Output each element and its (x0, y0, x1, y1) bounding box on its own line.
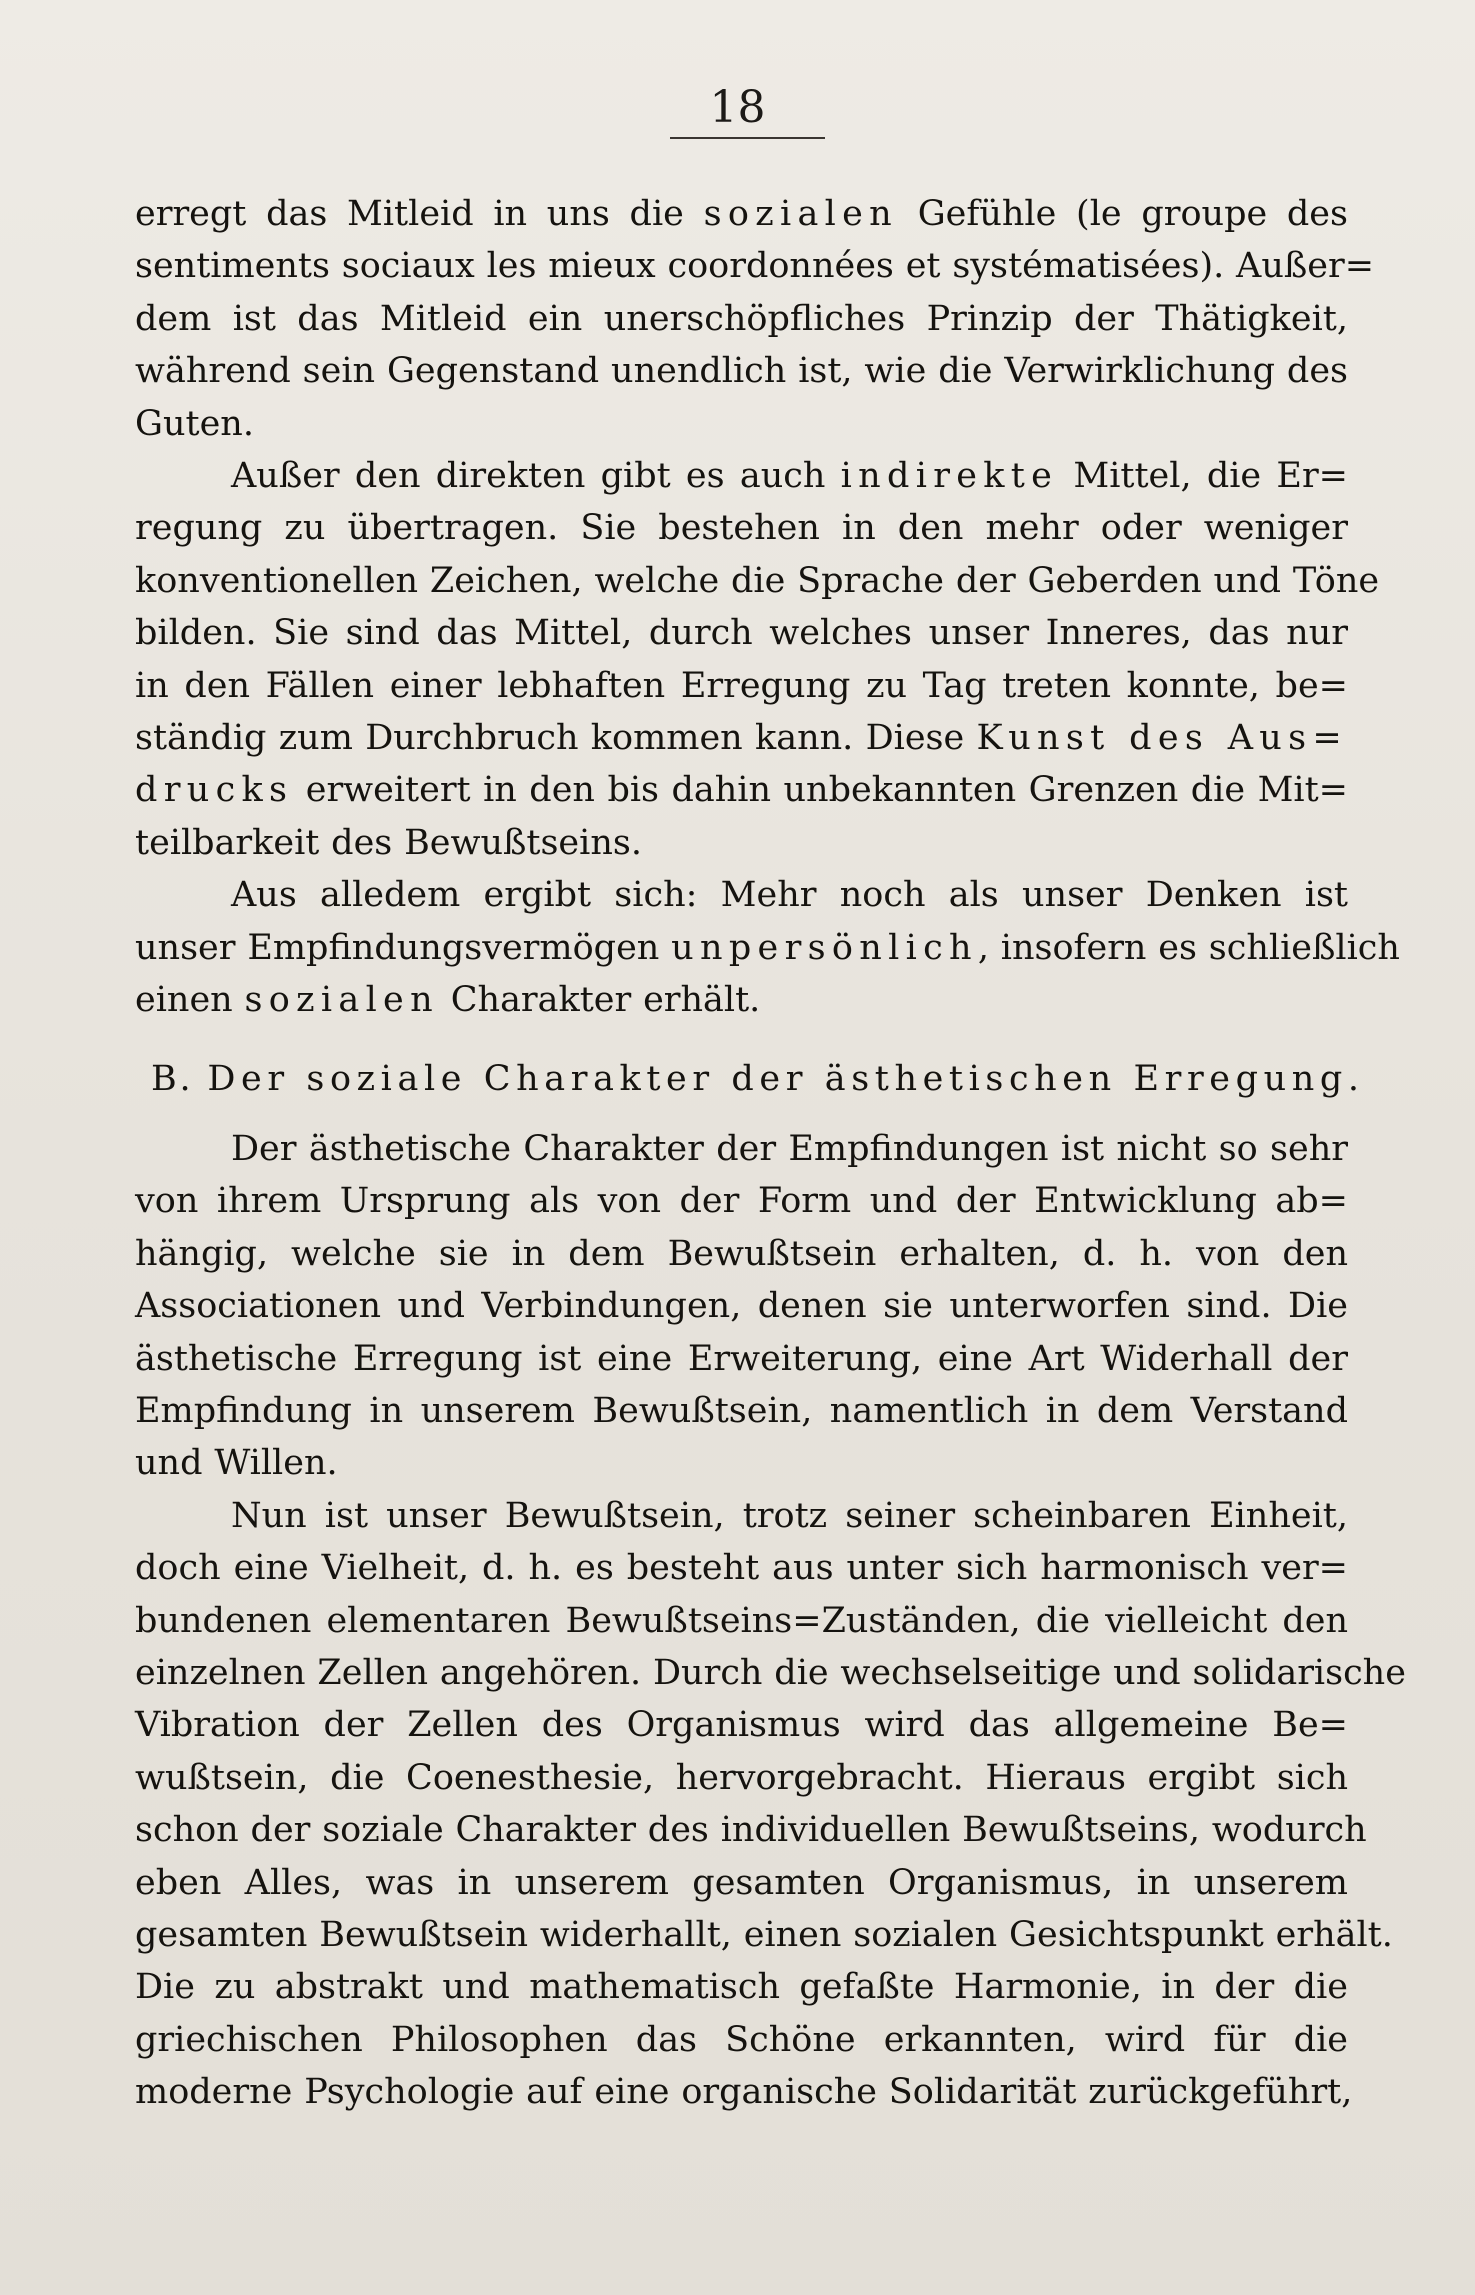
text-line: bundenen elementaren Bewußtseins=Zuständen, die vielleicht den (135, 1600, 1348, 1641)
text-line: moderne Psychologie auf eine organische Solidarität zurückgeführt, (135, 2072, 1353, 2113)
text-line: erregt das Mitleid in uns die sozialen Gefühle (le groupe des (135, 194, 1348, 234)
text-line: drucks erweitert in den bis dahin unbekannten Grenzen die Mit= (135, 770, 1348, 811)
text-line: hängig, welche sie in dem Bewußtsein erhalten, d. h. von den (135, 1233, 1348, 1274)
text-line: Die zu abstrakt und mathematisch gefaßte Harmonie, in der die (135, 1967, 1348, 2008)
emphasis: Kunst des Aus= (976, 718, 1348, 759)
text-line: ständig zum Durchbruch kommen kann. Diese Kunst des Aus= (135, 718, 1348, 759)
section-label: B. (151, 1058, 208, 1099)
text-line: Empfindung in unserem Bewußtsein, namentlich in dem Verstand (135, 1390, 1348, 1431)
text-line: einen sozialen Charakter erhält. (135, 980, 761, 1021)
emphasis: sozialen (244, 980, 439, 1021)
section-title: Der soziale Charakter der ästhetischen Erregung. (207, 1058, 1365, 1099)
text-line: einzelnen Zellen angehören. Durch die wechselseitige und solidarische (135, 1652, 1406, 1693)
text-line: gesamten Bewußtsein widerhallt, einen sozialen Gesichtspunkt erhält. (135, 1915, 1393, 1955)
text-line: und Willen. (135, 1443, 338, 1484)
paragraph-3 (135, 869, 1400, 1026)
text-line: Vibration der Zellen des Organismus wird das allgemeine Be= (135, 1705, 1348, 1746)
text-line: von ihrem Ursprung als von der Form und der Entwicklung ab= (135, 1181, 1348, 1222)
text-line: griechischen Philosophen das Schöne erkannten, wird für die (135, 2019, 1348, 2060)
text-line: sentiments sociaux les mieux coordonnées et systématisées). Außer= (135, 246, 1375, 287)
page-number: 18 (709, 82, 766, 133)
text-line: regung zu übertragen. Sie bestehen in den mehr oder weniger (135, 508, 1348, 549)
paragraph-5 (135, 1490, 1406, 2119)
text-line: Außer den direkten gibt es auch indirekte Mittel, die Er= (231, 456, 1348, 497)
text-line: dem ist das Mitleid ein unerschöpfliches Prinzip der Thätigkeit, (135, 298, 1348, 339)
text-line: in den Fällen einer lebhaften Erregung zu Tag treten konnte, be= (135, 665, 1348, 706)
text-line: schon der soziale Charakter des individuellen Bewußtseins, wodurch (135, 1810, 1367, 1851)
text-line: während sein Gegenstand unendlich ist, wie die Verwirklichung des (135, 351, 1348, 392)
text-line: teilbarkeit des Bewußtseins. (135, 822, 642, 863)
text-line: Aus alledem ergibt sich: Mehr noch als unser Denken ist (231, 875, 1348, 916)
text-line: unser Empfindungsvermögen unpersönlich, insofern es schließlich (135, 927, 1400, 968)
text-line: Guten. (135, 403, 254, 444)
paragraph-1 (135, 188, 1375, 450)
emphasis: unpersönlich (671, 927, 978, 968)
emphasis: sozialen (703, 194, 898, 234)
text-line: wußtsein, die Coenesthesie, hervorgebracht. Hieraus ergibt sich (135, 1757, 1348, 1798)
emphasis: drucks (135, 770, 294, 811)
text-line: eben Alles, was in unserem gesamten Organismus, in unserem (135, 1862, 1348, 1903)
text-line: ästhetische Erregung ist eine Erweiterung, eine Art Widerhall der (135, 1338, 1348, 1379)
text-line: doch eine Vielheit, d. h. es besteht aus unter sich harmonisch ver= (135, 1548, 1348, 1589)
body-text (135, 188, 1406, 2119)
paragraph-4 (135, 1123, 1348, 1490)
text-line: konventionellen Zeichen, welche die Sprache der Geberden und Töne (135, 560, 1380, 601)
section-heading (135, 1053, 1365, 1105)
header-rule (670, 137, 825, 139)
text-line: bilden. Sie sind das Mittel, durch welches unser Inneres, das nur (135, 613, 1348, 654)
text-line: Nun ist unser Bewußtsein, trotz seiner scheinbaren Einheit, (231, 1495, 1348, 1536)
paragraph-2 (135, 450, 1380, 869)
text-line: Associationen und Verbindungen, denen sie unterworfen sind. Die (135, 1286, 1348, 1327)
emphasis: indirekte (840, 456, 1059, 497)
text-line: Der ästhetische Charakter der Empfindungen ist nicht so sehr (231, 1128, 1348, 1169)
